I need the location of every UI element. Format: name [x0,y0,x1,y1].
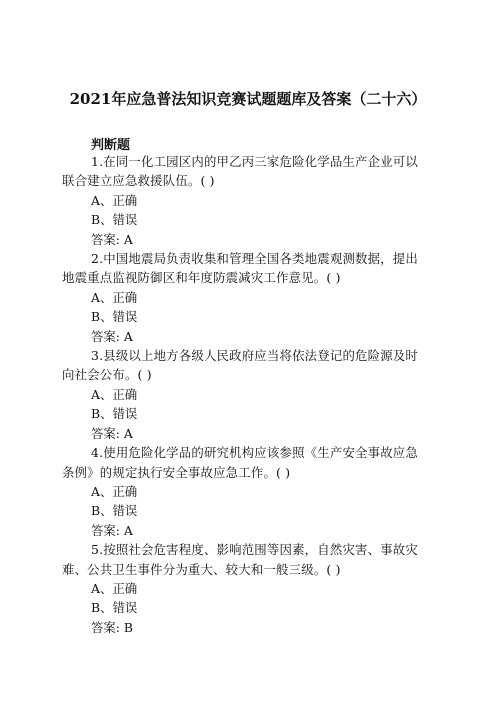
question-block [62,346,434,443]
question-stem-line: 向社会公布。( ) [62,367,152,383]
option-a: A、正确 [91,386,138,402]
question-stem-line: 2.中国地震局负责收集和管理全国各类地震观测数据，提出 [91,251,418,267]
question-stem-line: 联合建立应急救援队伍。( ) [62,173,215,189]
option-a: A、正确 [91,483,138,499]
question-stem-line: 地震重点监视防御区和年度防震减灾工作意见。( ) [62,270,341,286]
answer: 答案: A [91,328,133,344]
option-b: B、错误 [91,600,138,616]
option-b: B、错误 [91,503,138,519]
question-stem-line: 条例》的规定执行安全事故应急工作。( ) [62,464,291,480]
page-title: 2021年应急普法知识竞赛试题题库及答案（二十六） [69,90,427,108]
answer: 答案: B [91,619,133,635]
question-block [62,152,434,249]
question-list [62,152,434,637]
question-stem-line: 5.按照社会危害程度、影响范围等因素，自然灾害、事故灾 [91,542,418,558]
question-stem-line: 4.使用危险化学品的研究机构应该参照《生产安全事故应急 [91,445,418,461]
answer: 答案: A [91,425,133,441]
section-heading: 判断题 [91,138,131,153]
question-block [62,249,434,346]
option-b: B、错误 [91,309,138,325]
option-a: A、正确 [91,289,138,305]
option-b: B、错误 [91,406,138,422]
option-a: A、正确 [91,192,138,208]
option-a: A、正确 [91,580,138,596]
question-block [62,443,434,540]
question-stem-line: 难、公共卫生事件分为重大、较大和一般三级。( ) [62,561,341,577]
answer: 答案: A [91,522,133,538]
question-block [62,540,434,637]
question-stem-line: 3.县级以上地方各级人民政府应当将依法登记的危险源及时 [91,348,418,364]
answer: 答案: A [91,231,133,247]
option-b: B、错误 [91,212,138,228]
question-stem-line: 1.在同一化工园区内的甲乙丙三家危险化学品生产企业可以 [91,154,418,169]
